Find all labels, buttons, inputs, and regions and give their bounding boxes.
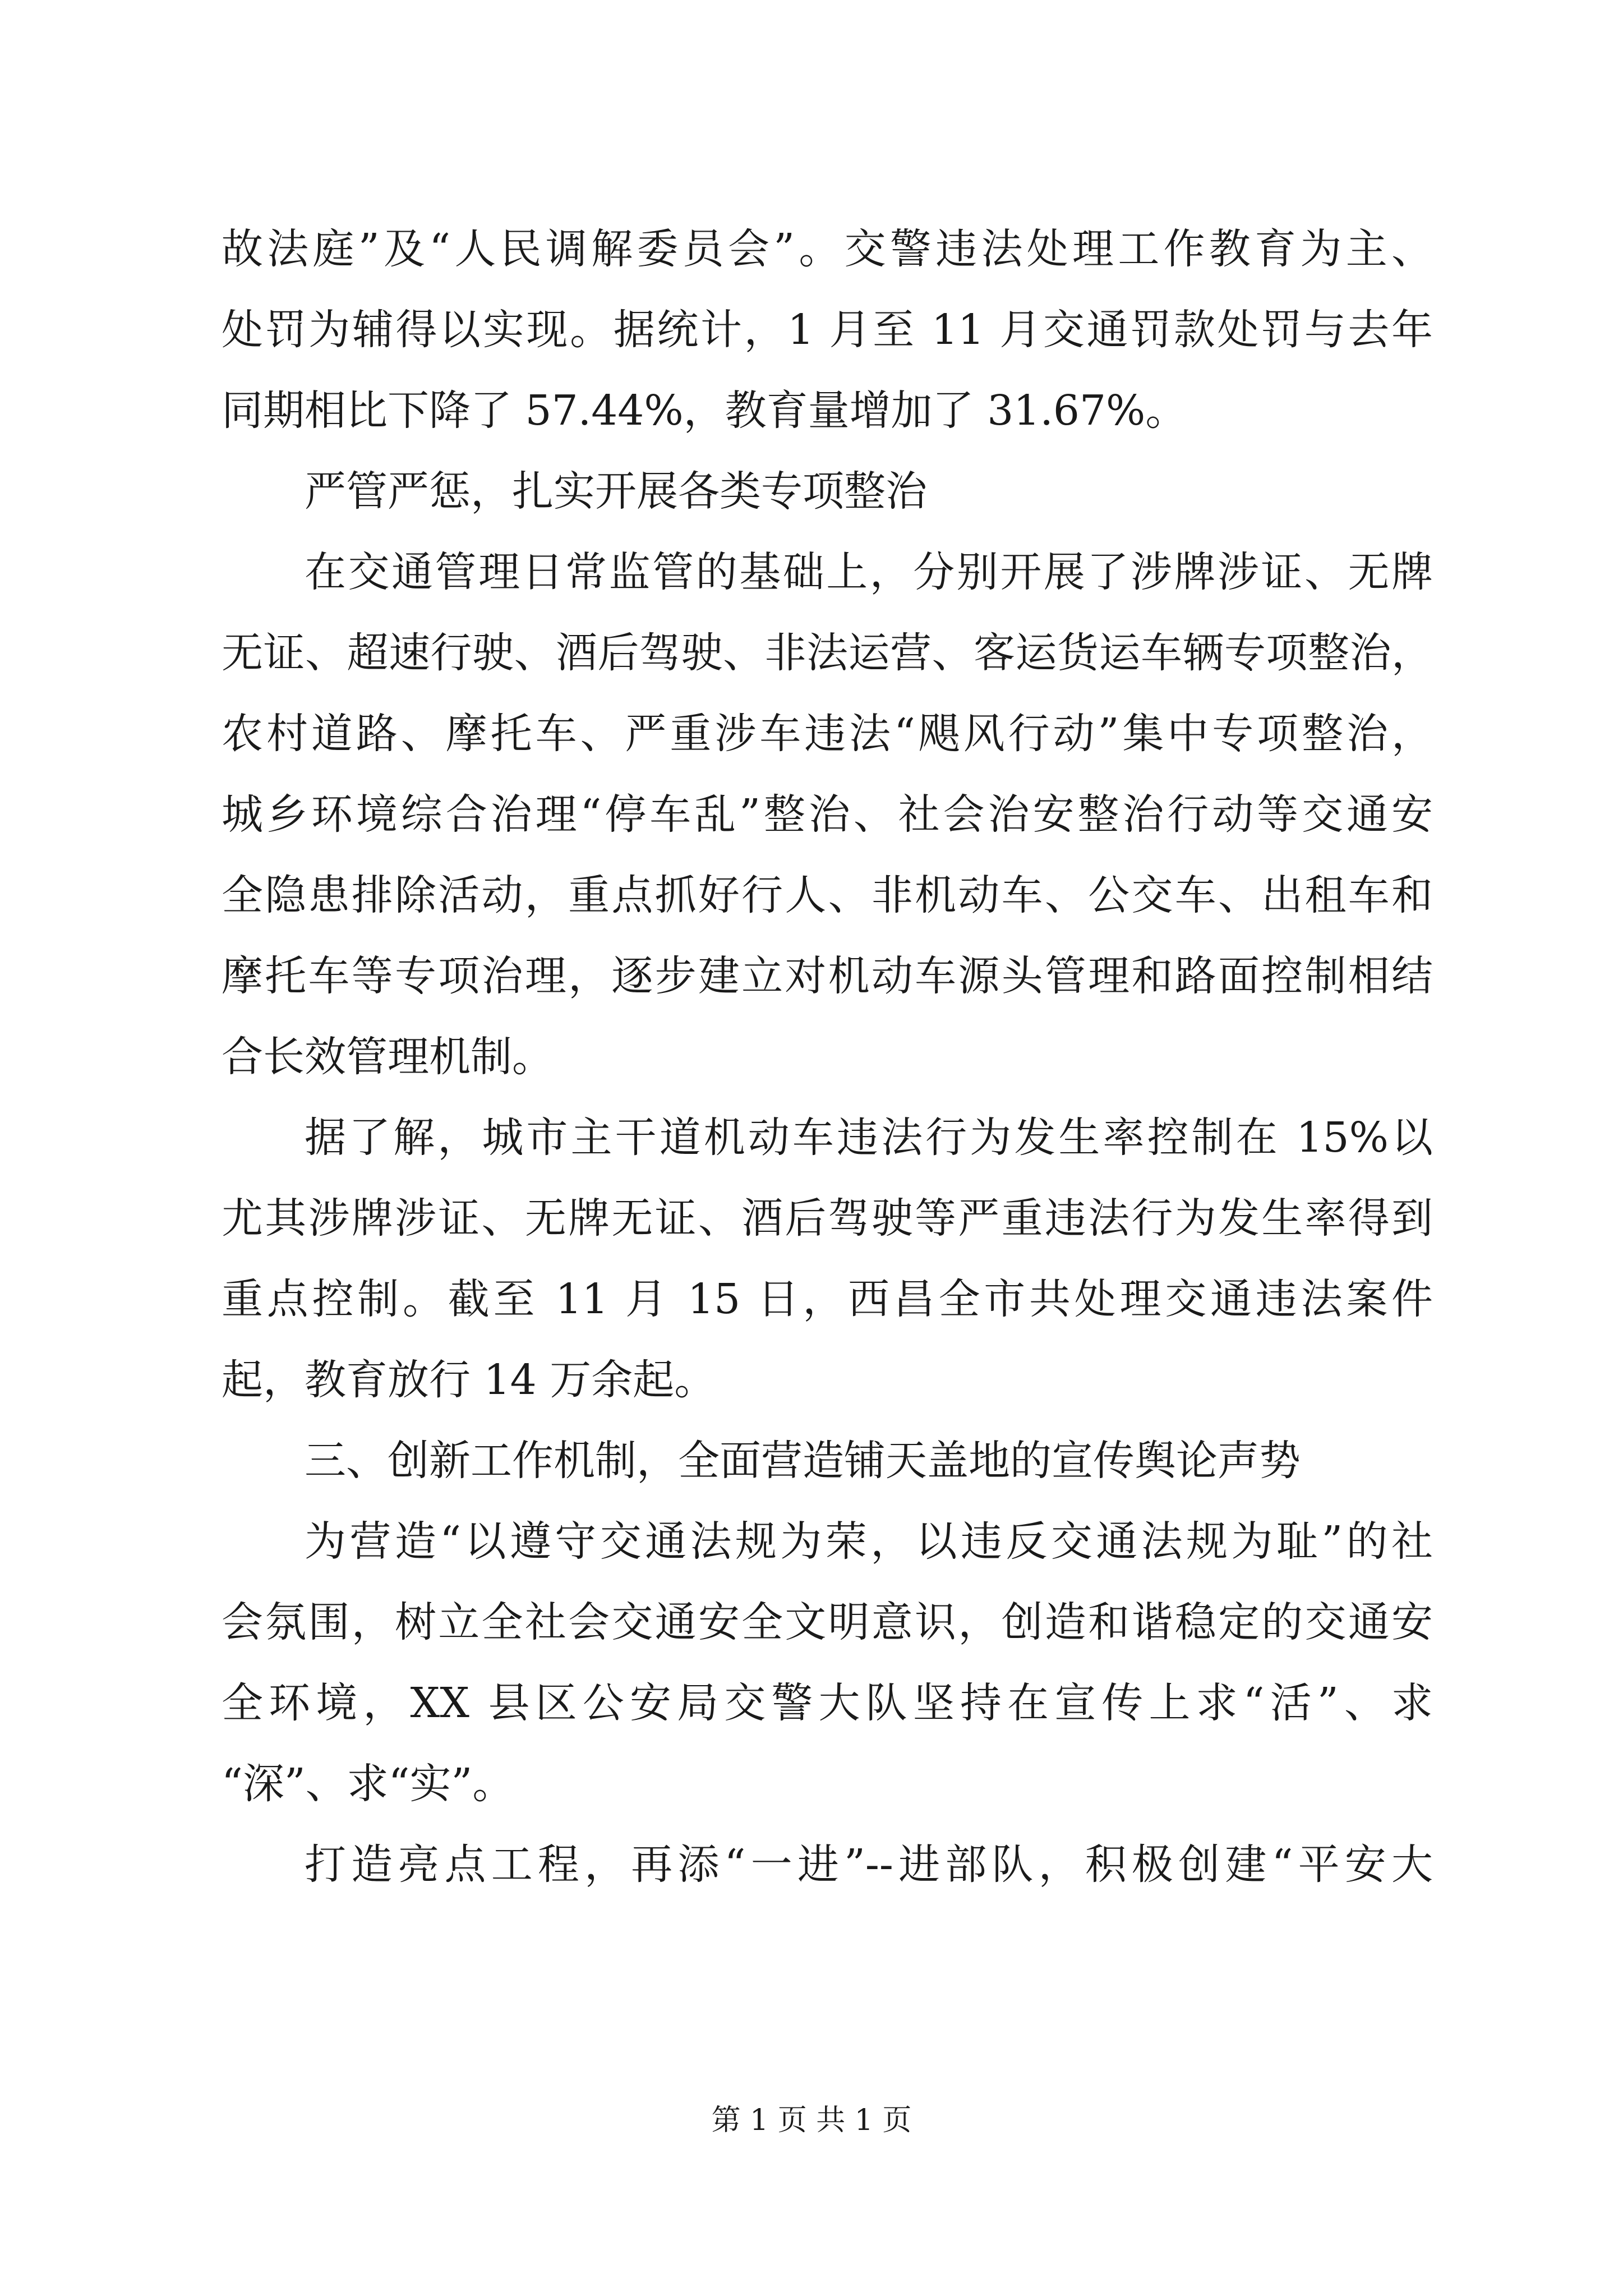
text-line: 摩托车等专项治理，逐步建立对机动车源头管理和路面控制相结 xyxy=(222,952,1433,1000)
text-line: 打造亮点工程，再添“一进”--进部队，积极创建“平安大 xyxy=(305,1841,1433,1889)
text-line: 重点控制。截至 11 月 15 日，西昌全市共处理交通违法案件 xyxy=(222,1275,1433,1323)
text-line: 无证、超速行驶、酒后驾驶、非法运营、客运货运车辆专项整治， xyxy=(222,629,1433,677)
text-line: 故法庭”及“人民调解委员会”。交警违法处理工作教育为主、 xyxy=(222,225,1433,273)
page-footer: 第 1 页 共 1 页 xyxy=(711,2104,912,2137)
text-line: 三、创新工作机制，全面营造铺天盖地的宣传舆论声势 xyxy=(305,1437,1301,1485)
text-line: 据了解，城市主干道机动车违法行为发生率控制在 15%以 xyxy=(305,1114,1433,1162)
text-line: 全环境，XX 县区公安局交警大队坚持在宣传上求“活”、求 xyxy=(222,1679,1433,1727)
text-line: 农村道路、摩托车、严重涉车违法“飓风行动”集中专项整治， xyxy=(222,710,1433,758)
text-line: 严管严惩，扎实开展各类专项整治 xyxy=(305,467,927,516)
text-line: 处罚为辅得以实现。据统计，1 月至 11 月交通罚款处罚与去年 xyxy=(222,306,1433,354)
text-line: 为营造“以遵守交通法规为荣，以违反交通法规为耻”的社 xyxy=(305,1517,1433,1566)
text-line: 起，教育放行 14 万余起。 xyxy=(222,1356,716,1404)
text-line: 尤其涉牌涉证、无牌无证、酒后驾驶等严重违法行为发生率得到 xyxy=(222,1194,1433,1243)
text-line: 同期相比下降了 57.44%，教育量增加了 31.67%。 xyxy=(222,386,1187,435)
text-line: 城乡环境综合治理“停车乱”整治、社会治安整治行动等交通安 xyxy=(222,790,1433,839)
text-line: 全隐患排除活动，重点抓好行人、非机动车、公交车、出租车和 xyxy=(222,871,1433,919)
document-body xyxy=(222,209,1433,1905)
text-line: 会氛围，树立全社会交通安全文明意识，创造和谐稳定的交通安 xyxy=(222,1598,1433,1646)
text-line: 在交通管理日常监管的基础上，分别开展了涉牌涉证、无牌 xyxy=(305,548,1433,596)
text-line: 合长效管理机制。 xyxy=(222,1033,554,1081)
text-line: “深”、求“实”。 xyxy=(222,1760,514,1808)
